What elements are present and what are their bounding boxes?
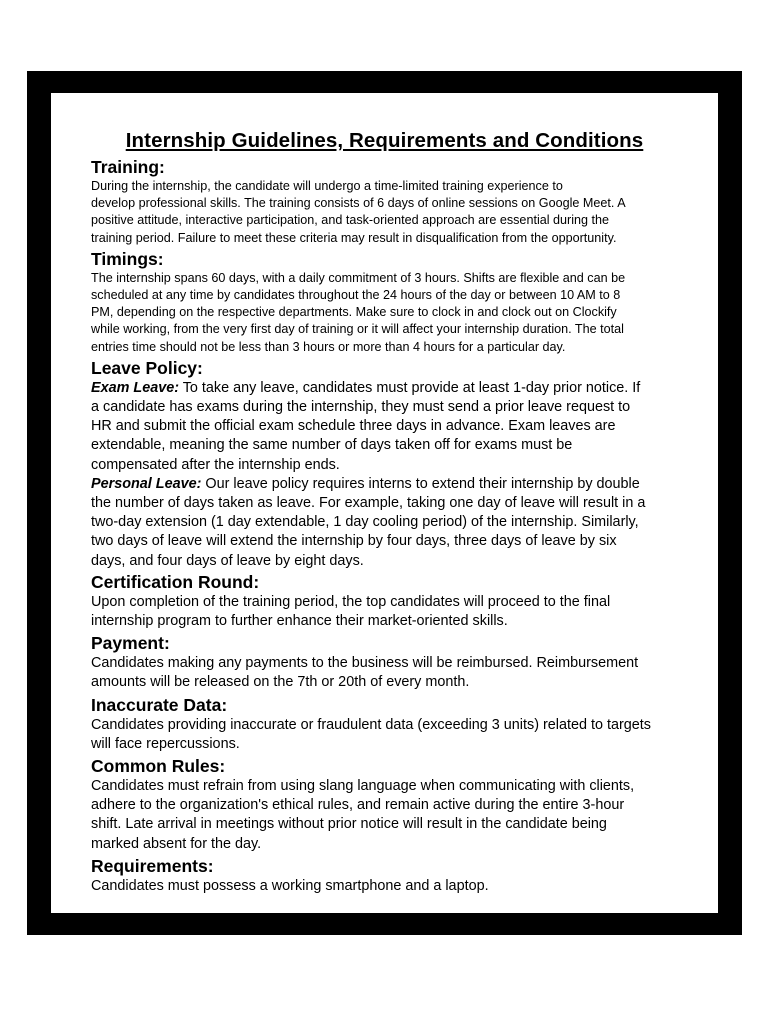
section-heading-requirements: Requirements:: [91, 855, 214, 876]
text-line: Candidates must possess a working smartphone and a laptop.: [91, 877, 489, 894]
text-line: amounts will be released on the 7th or 20th of every month.: [91, 674, 470, 691]
section-body-certification-round: [91, 593, 678, 631]
text-line: compensated after the internship ends.: [91, 456, 340, 473]
section-heading-leave-policy: Leave Policy:: [91, 357, 203, 378]
text-line: entries time should not be less than 3 hours or more than 4 hours for a particular day.: [91, 339, 566, 354]
section-body-common-rules: [91, 777, 678, 854]
text-line: days, and four days of leave by eight days.: [91, 552, 364, 569]
text-line: while working, from the very first day of training or it will affect your internship duration. The total: [91, 322, 624, 337]
text-line: The internship spans 60 days, with a daily commitment of 3 hours. Shifts are flexible and can be: [91, 270, 626, 285]
black-border-frame: [27, 71, 742, 935]
text-line: Candidates making any payments to the business will be reimbursed. Reimbursement: [91, 655, 639, 672]
text-line: internship program to further enhance their market-oriented skills.: [91, 613, 508, 630]
section-body-inaccurate-data: [91, 716, 678, 754]
text-line: a candidate has exams during the internship, they must send a prior leave request to: [91, 399, 631, 416]
text-line: extendable, meaning the same number of days taken off for exams must be: [91, 437, 573, 454]
section-body-training: [91, 178, 678, 247]
text-line: two-day extension (1 day extendable, 1 day cooling period) of the internship. Similarly,: [91, 514, 639, 531]
section-body-exam-leave: [91, 379, 678, 475]
document-title: Internship Guidelines, Requirements and Conditions: [125, 129, 644, 152]
text-line: HR and submit the official exam schedule three days in advance. Exam leaves are: [91, 418, 616, 435]
section-heading-common-rules: Common Rules:: [91, 756, 226, 777]
exam-leave-label: Exam Leave:: [91, 379, 179, 396]
section-heading-training: Training:: [91, 157, 165, 177]
document-sheet: [51, 93, 718, 913]
section-body-personal-leave: [91, 475, 678, 571]
exam-leave-first-line: To take any leave, candidates must provide at least 1-day prior notice. If: [179, 379, 641, 396]
section-heading-inaccurate-data: Inaccurate Data:: [91, 694, 228, 715]
section-heading-timings: Timings:: [91, 248, 164, 269]
text-line: Candidates providing inaccurate or fraudulent data (exceeding 3 units) related to targets: [91, 716, 651, 733]
section-body-payment: [91, 654, 678, 692]
section-body-requirements: [91, 877, 678, 896]
text-line: develop professional skills. The training consists of 6 days of online sessions on Google Meet. A: [91, 196, 626, 211]
text-line: shift. Late arrival in meetings without prior notice will result in the candidate being: [91, 816, 607, 833]
text-line: Candidates must refrain from using slang language when communicating with clients,: [91, 778, 635, 795]
text-line: scheduled at any time by candidates throughout the 24 hours of the day or between 10 AM to 8: [91, 288, 621, 303]
personal-leave-first-line: Our leave policy requires interns to extend their internship by double: [201, 475, 640, 492]
text-line: positive attitude, interactive participation, and task-oriented approach are essential during the: [91, 213, 610, 228]
text-line: the number of days taken as leave. For example, taking one day of leave will result in a: [91, 495, 646, 512]
text-line: adhere to the organization's ethical rules, and remain active during the entire 3-hour: [91, 797, 625, 814]
personal-leave-label: Personal Leave:: [91, 475, 202, 492]
section-heading-certification-round: Certification Round:: [91, 571, 260, 592]
text-line: marked absent for the day.: [91, 835, 262, 852]
text-line: Upon completion of the training period, the top candidates will proceed to the final: [91, 593, 611, 610]
text-line: training period. Failure to meet these criteria may result in disqualification from the opportunity.: [91, 230, 617, 245]
section-heading-payment: Payment:: [91, 633, 170, 654]
text-line: [91, 379, 678, 398]
text-line: During the internship, the candidate will undergo a time-limited training experience to: [91, 179, 563, 193]
text-line: [91, 475, 678, 494]
text-line: two days of leave will extend the internship by four days, three days of leave by six: [91, 533, 617, 550]
text-line: PM, depending on the respective departments. Make sure to clock in and clock out on Clockify: [91, 305, 617, 320]
section-body-timings: [91, 270, 678, 356]
text-line: will face repercussions.: [91, 735, 240, 752]
